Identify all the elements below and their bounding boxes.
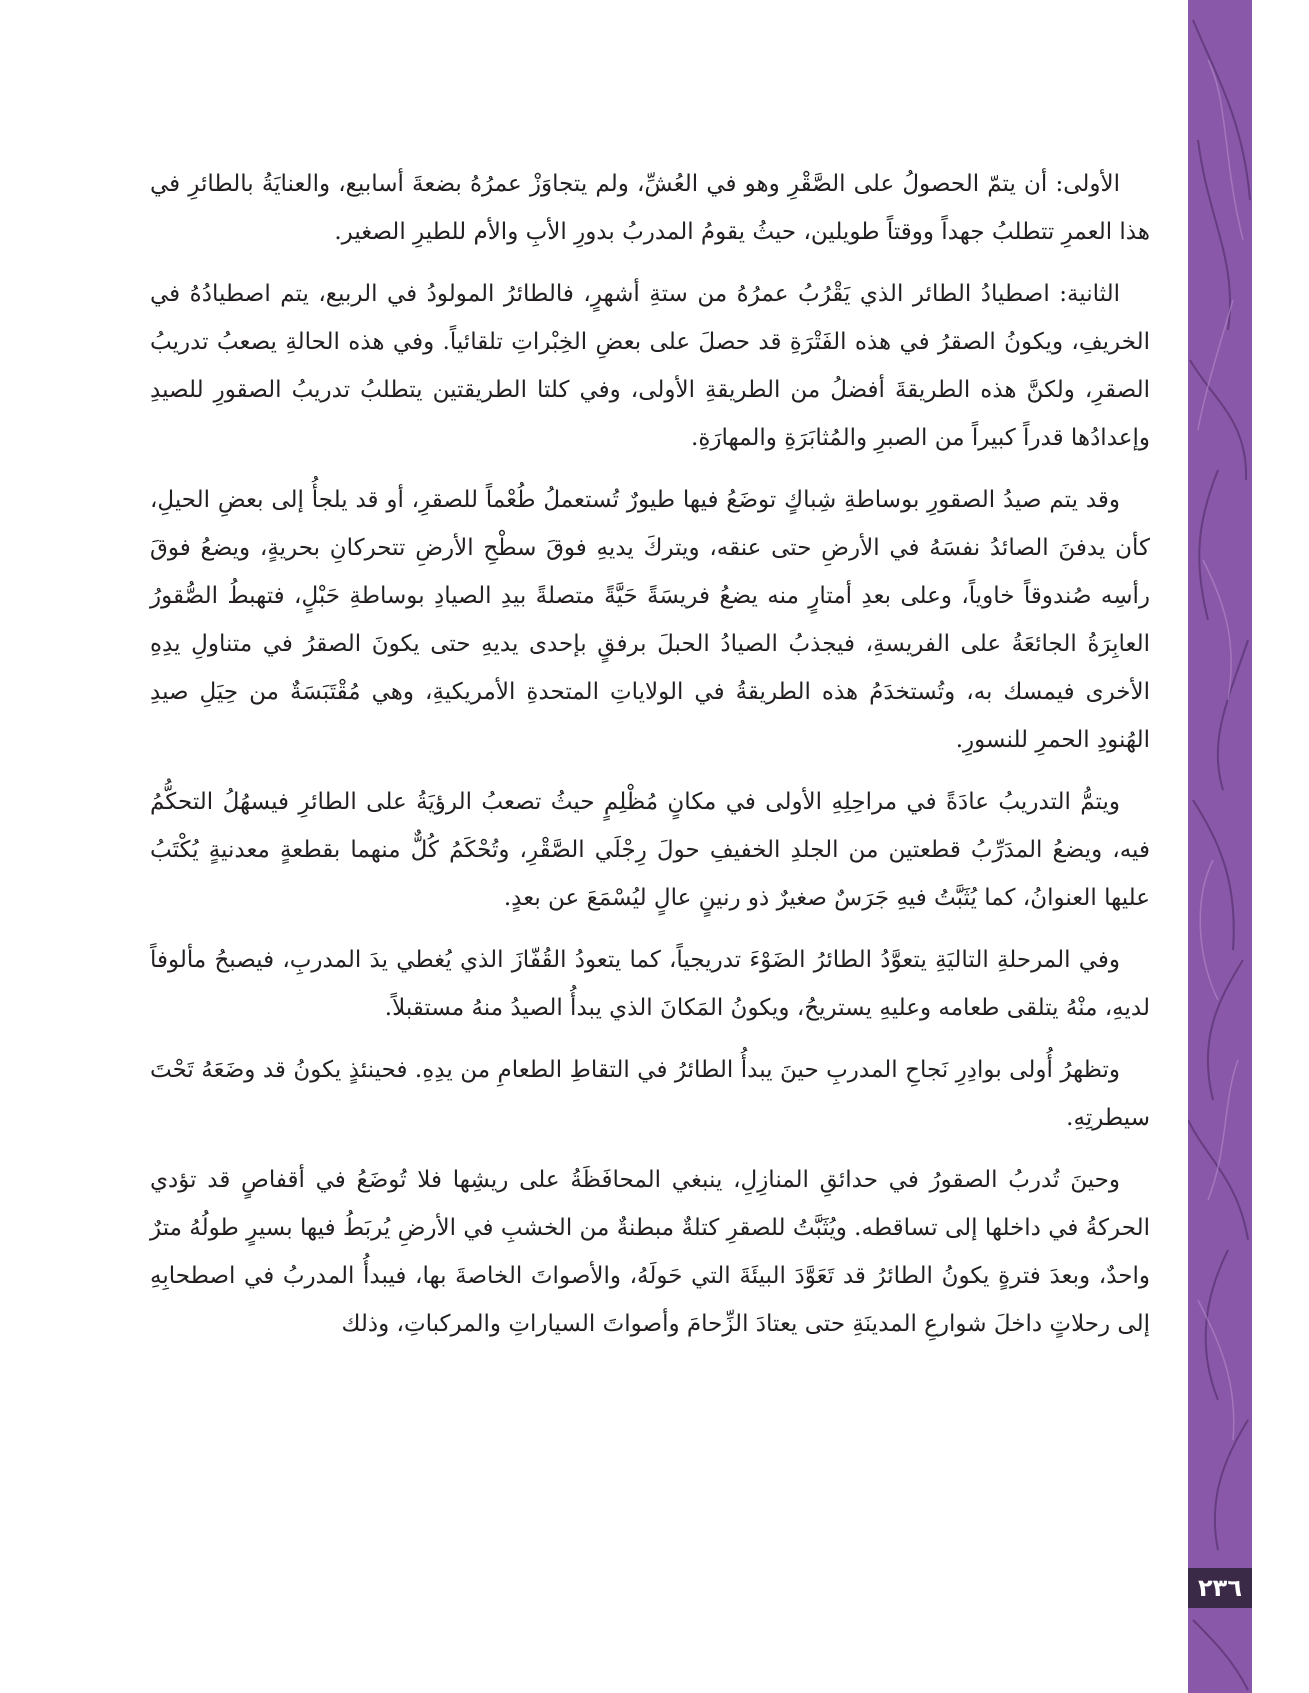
paragraph-1: الأولى: أن يتمّ الحصولُ على الصَّقْرِ وهو في العُشِّ، ولم يتجاوَزْ عمرُهُ بضعةَ أسابيع، والعنايَةُ بالطائرِ في هذا العمرِ تتطلبُ جهداً ووقتاً طويلين، حيثُ يقومُ المدربُ بدورِ الأبِ والأم للطيرِ الصغير. bbox=[150, 171, 1150, 245]
paragraph-3: وقد يتم صيدُ الصقورِ بوساطةِ شِباكٍ توضَعُ فيها طيورٌ تُستعملُ طُعْماً للصقرِ، أو قد يلجأُ إلى بعضِ الحيلِ، كأن يدفنَ الصائدُ نفسَهُ في الأرضِ حتى عنقه، ويتركَ يديهِ فوقَ سطْحِ الأرضِ تتحركانِ بحريةٍ، ويضعُ فوقَ رأسِه صُندوقاً خاوياً، وعلى بعدِ أمتارٍ منه يضعُ فريسَةً حَيَّةً متصلةً بيدِ الصيادِ بوساطةِ حَبْلٍ، فتهبطُ الصُّقورُ العابِرَةُ الجائعَةُ على الفريسةِ، فيجذبُ الصيادُ الحبلَ برفقٍ بإحدى يديهِ حتى يكونَ الصقرُ في متناولِ يدِهِ الأخرى فيمسك به، وتُستخدَمُ هذه الطريقةُ في الولاياتِ المتحدةِ الأمريكيةِ، وهي مُقْتَبَسَةٌ من حِيَلِ صيدِ الهُنودِ الحمرِ للنسورِ. bbox=[150, 487, 1150, 753]
page-number: ٢٣٦ bbox=[1188, 1568, 1252, 1608]
paragraph-2: الثانية: اصطيادُ الطائر الذي يَقْرُبُ عمرُهُ من ستةِ أشهرٍ، فالطائرُ المولودُ في الربيع، يتم اصطيادُهُ في الخريفِ، ويكونُ الصقرُ في هذه الفَتْرَةِ قد حصلَ على بعضِ الخِبْراتِ تلقائياً. وفي هذه الحالةِ يصعبُ تدريبُ الصقرِ، ولكنَّ هذه الطريقةَ أفضلُ من الطريقةِ الأولى، وفي كلتا الطريقتين يتطلبُ تدريبُ الصقورِ للصيدِ وإعدادُها قدراً كبيراً من الصبرِ والمُثابَرَةِ والمهارَةِ. bbox=[150, 281, 1150, 451]
paragraph-5: وفي المرحلةِ التاليَةِ يتعوَّدُ الطائرُ الضَوْءَ تدريجياً، كما يتعودُ القُفّازَ الذي يُغطي يدَ المدربِ، فيصبحُ مألوفاً لديهِ، منْهُ يتلقى طعامه وعليهِ يستريحُ، ويكونُ المَكانَ الذي يبدأُ الصيدُ منهُ مستقبلاً. bbox=[150, 947, 1150, 1021]
paragraph-7: وحينَ تُدربُ الصقورُ في حدائقِ المنازِلِ، ينبغي المحافَظَةُ على ريشِها فلا تُوضَعُ في أقفاصٍ قد تؤدي الحركةُ في داخلها إلى تساقطه. ويُثَبَّتُ للصقرِ كتلةٌ مبطنةٌ من الخشبِ في الأرضِ يُربَطُ فيها بسيرٍ طولُهُ مترٌ واحدٌ، وبعدَ فترةٍ يكونُ الطائرُ قد تَعَوَّدَ البيئَةَ التي حَولَهُ، والأصواتَ الخاصةَ بها، فيبدأُ المدربُ في اصطحابِهِ إلى رحلاتٍ داخلَ شوارعِ المدينَةِ حتى يعتادَ الزِّحامَ وأصواتَ السياراتِ والمركباتِ، وذلك bbox=[150, 1167, 1150, 1337]
paragraph-4: ويتمُّ التدريبُ عادَةً في مراحِلِهِ الأولى في مكانٍ مُظْلِمٍ حيثُ تصعبُ الرؤيَةُ على الطائرِ فيسهُلُ التحكُّمُ فيه، ويضعُ المدَرِّبُ قطعتين من الجلدِ الخفيفِ حولَ رِجْلَي الصَّقْرِ، وتُحْكَمُ كُلٌّ منهما بقطعةٍ معدنيةٍ يُكْتَبُ عليها العنوانُ، كما يُثَبَّتُ فيهِ جَرَسٌ صغيرٌ ذو رنينٍ عالٍ ليُسْمَعَ عن بعدٍ. bbox=[150, 789, 1150, 911]
paragraph-6: وتظهرُ أُولى بوادِرِ نَجاحِ المدربِ حينَ يبدأُ الطائرُ في التقاطِ الطعامِ من يدِهِ. فحينئذٍ يكونُ قد وضَعَهُ تَحْتَ سيطرتِهِ. bbox=[150, 1057, 1150, 1131]
feather-pattern-decoration bbox=[1188, 0, 1252, 1693]
article-body bbox=[150, 160, 1150, 1362]
decorative-side-band bbox=[1188, 0, 1252, 1693]
